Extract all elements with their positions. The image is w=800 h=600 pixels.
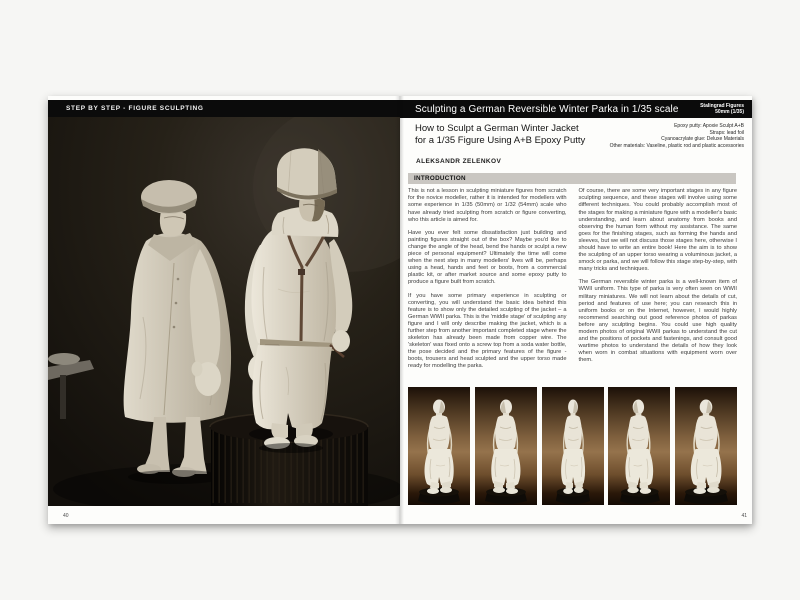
wip-photo-front	[408, 387, 470, 505]
section-label: STEP BY STEP - FIGURE SCULPTING	[66, 105, 204, 112]
paragraph: The German reversible winter parka is a well-known item of WWII uniform. This type of parka is very often seen on WWII military miniatures. We will not learn about the details of cut, period and features of use here; you can research this in uniform books or on the Internet, however, I would highly recommend searching out good reference photos of parkas before any sculpting begins. You could use high quality modern photos of original WWII parkas to understand the cut and the positions of pockets and fastenings, and consult good wartime photos to understand the details of how they look when worn in combat situations with equipment worn over them.	[578, 279, 737, 363]
materials-item: Straps: lead foil	[709, 129, 744, 136]
paragraph: This is not a lesson in sculpting miniature figures from scratch for the novice modeller, rather it is intended for modellers with some experience in 1/35 (50mm) or 1/32 (54mm) scale who have already tried sculpting from scratch or figure converting, who this article is aimed for.	[408, 188, 567, 223]
materials-item: Epoxy putty: Apoxie Sculpt A+B	[674, 123, 744, 129]
subtitle-line-1: How to Sculpt a German Winter Jacket	[415, 123, 579, 134]
subtitle-line-2: for a 1/35 Figure Using A+B Epoxy Putty	[415, 135, 586, 146]
page-number-left: 40	[63, 513, 69, 519]
article-body	[400, 118, 752, 388]
left-page-header-bar	[48, 100, 400, 117]
article-title: Sculpting a German Reversible Winter Parka in 1/35 scale	[415, 103, 679, 115]
author-name: ALEKSANDR ZELENKOV	[416, 158, 502, 166]
wip-photo-front-quarter	[475, 387, 537, 505]
subhead-row	[400, 123, 752, 149]
article-subtitle	[415, 123, 585, 149]
right-page	[400, 96, 752, 524]
bottle-cap-base	[210, 413, 368, 506]
publisher-scale: 50mm (1/35)	[715, 109, 744, 115]
publisher-info	[700, 103, 744, 115]
magazine-spread	[48, 96, 752, 524]
paragraph: Of course, there are some very important stages in any figure sculpting sequence, and these stages will involve using some different techniques. You could probably accomplish most of the stages for making a miniature figure with a modeller's basic understanding, and learn about anatomy from books and observing the human form without my assistance. The same goes for the finishing stages, such as forming the hands and sleeves, but we will not discuss those stages here, otherwise I should have to write an entire book! Here the aim is to show the sculpting of an upper torso wearing a voluminous jacket, a smock or parka, and we will follow this stage step-by-step, with many tricks and techniques.	[578, 188, 737, 272]
wip-photo-back-quarter	[608, 387, 670, 505]
main-photo	[48, 117, 400, 506]
text-column-2	[579, 188, 738, 388]
introduction-heading: INTRODUCTION	[408, 173, 736, 184]
materials-item: Cyanoacrylate glue: Deluxe Materials	[661, 136, 744, 143]
body-columns	[408, 188, 737, 388]
wip-photo-profile	[542, 387, 604, 505]
paragraph: Have you ever felt some dissatisfaction just building and painting figures straight out of the box? Maybe you'd like to change the angle of the head, bend the hands or sculpt a new piece of personal equipment? Ultimately the time will come when the next step in many modellers' lives will be, perhaps using a head, hands and feet or boots, from a commercial plastic kit, or after market source and some epoxy putty to produce a figure built from scratch.	[408, 230, 567, 286]
publisher-name: Stalingrad Figures	[700, 103, 744, 109]
page-number-right: 41	[741, 513, 747, 519]
wip-photo-back	[675, 387, 737, 505]
materials-item: Other materials: Vaseline, plastic rod and plastic accessories	[609, 142, 744, 149]
text-column-1	[408, 188, 567, 388]
left-page	[48, 96, 400, 524]
article-title-bar	[400, 100, 752, 118]
paragraph: If you have some primary experience in sculpting or converting, you will understand the basic idea behind this feature is to show only the detailed sculpting of the jacket – a German WWII parka. This is the 'middle stage' of sculpting any figure and I will only describe making the jacket, which is a further step from another important completed stage where the skeleton has already been made from copper wire. The 'skeleton' was fixed onto a screw top from a soda water bottle, the pose decided and the primary features of the figure - boots, trousers and head sculpted and the upper torso made ready for modelling the parka.	[408, 292, 567, 370]
progress-photo-strip	[408, 387, 737, 505]
materials-list	[610, 123, 744, 149]
main-photo-illustration	[48, 117, 400, 506]
